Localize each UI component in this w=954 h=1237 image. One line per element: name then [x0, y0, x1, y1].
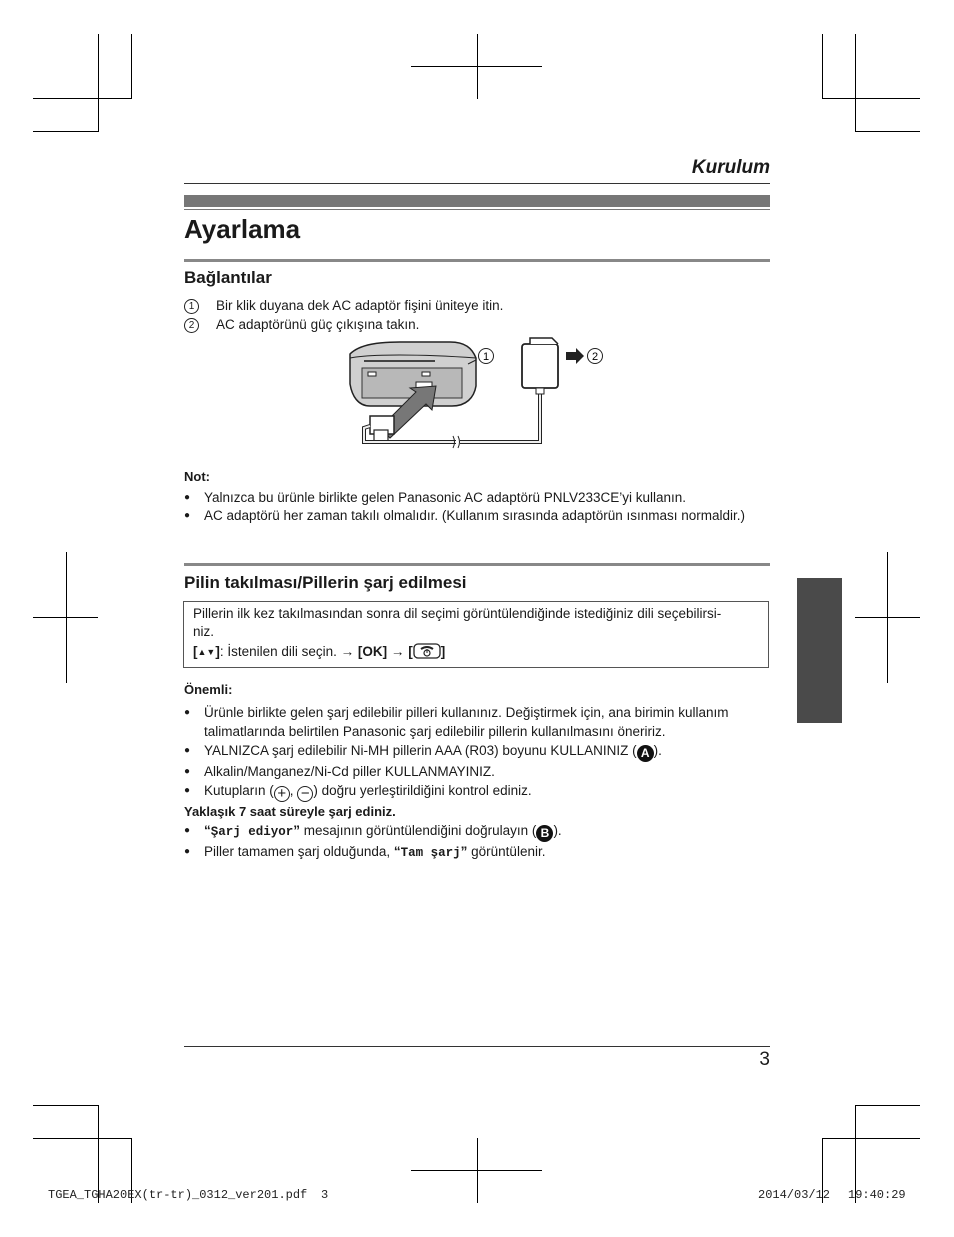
crop-mark: [33, 1105, 98, 1106]
note-label: Not:: [184, 469, 210, 484]
footer-rule: [184, 1046, 770, 1047]
crop-mark: [855, 131, 920, 132]
note-item: ● AC adaptörü her zaman takılı olmalıdır. (Kullanım sırasında adaptörün ısınması normaldir.): [184, 507, 770, 525]
step-number: 2: [184, 318, 199, 333]
step-text: Bir klik duyana dek AC adaptör fişini üniteye itin.: [216, 298, 504, 313]
crop-mark: [98, 34, 99, 132]
section-side-tab: [797, 578, 842, 723]
letter-a-icon: A: [637, 745, 654, 762]
box-line2: [193, 643, 759, 661]
charge-item: ● Piller tamamen şarj olduğunda, “Tam şarj” görüntülenir.: [184, 842, 770, 863]
plus-icon: +: [274, 786, 290, 802]
nav-key-icon: [▲▼]: [193, 644, 220, 659]
crop-mark: [855, 1105, 920, 1106]
footer-page: 3: [321, 1188, 329, 1202]
step-1: [184, 296, 770, 315]
figure-label-2: 2: [591, 351, 599, 363]
minus-icon: −: [297, 786, 313, 802]
crop-mark: [855, 34, 856, 132]
important-item: ● YALNIZCA şarj edilebilir Ni-MH pillerin AAA (R03) boyunu KULLANINIZ ( A ).: [184, 741, 770, 762]
note-item: ● Yalnızca bu ürünle birlikte gelen Panasonic AC adaptörü PNLV233CE’yi kullanın.: [184, 489, 770, 507]
crop-mark: [411, 66, 542, 67]
footer-time: 19:40:29: [848, 1188, 906, 1202]
crop-mark: [33, 131, 98, 132]
title-underline: [184, 259, 770, 262]
crop-mark: [131, 34, 132, 99]
step-text: AC adaptörünü güç çıkışına takın.: [216, 317, 420, 332]
note-section: [184, 467, 770, 525]
crop-mark: [822, 1138, 920, 1139]
important-section: [184, 680, 770, 863]
ok-key: [OK]: [357, 644, 388, 659]
important-label: Önemli:: [184, 682, 233, 697]
important-item: ● Kutupların ( + , − ) doğru yerleştirildiğini kontrol ediniz.: [184, 781, 770, 802]
charge-label: Yaklaşık 7 saat süreyle şarj ediniz.: [184, 804, 396, 819]
crop-mark: [33, 98, 131, 99]
battery-heading: Pilin takılması/Pillerin şarj edilmesi: [184, 573, 467, 592]
full-message: Tam şarj: [400, 846, 461, 860]
charge-item: ● “Şarj ediyor” mesajının görüntülendiğini doğrulayın ( B ).: [184, 821, 770, 842]
important-item: ● Ürünle birlikte gelen şarj edilebilir pilleri kullanınız. Değiştirmek için, ana birimin kullanım talimatlarında belirtilen Panasonic şarj edilebilir pillerin kullanılmasını öneririz.: [184, 703, 770, 741]
crop-mark: [33, 617, 98, 618]
crop-mark: [411, 1170, 542, 1171]
letter-b-icon: B: [536, 825, 553, 842]
charging-message: Şarj ediyor: [210, 825, 294, 839]
footer-date: 2014/03/12: [758, 1188, 831, 1202]
crop-mark: [855, 617, 920, 618]
off-key-icon: [ ]: [408, 644, 446, 659]
section-header: Kurulum: [691, 157, 770, 178]
header-rule: [184, 183, 770, 184]
crop-mark: [822, 34, 823, 99]
title-bar-line: [184, 209, 770, 210]
footer-file: TGEA_TGHA20EX(tr-tr)_0312_ver201.pdf: [48, 1188, 308, 1202]
crop-mark: [33, 1138, 131, 1139]
page-number: 3: [759, 1049, 770, 1070]
figure-label-1: 1: [482, 351, 490, 363]
box-line1b: niz.: [193, 624, 215, 639]
language-instruction-box: [183, 601, 769, 668]
box-line1: Pillerin ilk kez takılmasından sonra dil seçimi görüntülendiğinde istediğiniz dili seçebilirsi-: [193, 606, 722, 621]
page-title: Ayarlama: [184, 214, 301, 244]
connections-steps: [184, 296, 770, 334]
arrow-icon: →: [390, 644, 405, 659]
step-2: [184, 315, 770, 334]
crop-mark: [822, 98, 920, 99]
box-line2-text: : İstenilen dili seçin. →: [219, 644, 355, 659]
title-bar: [184, 195, 770, 207]
connections-heading: Bağlantılar: [184, 268, 272, 287]
section-rule: [184, 563, 770, 566]
important-item: ● Alkalin/Manganez/Ni-Cd piller KULLANMAYINIZ.: [184, 762, 770, 781]
step-number: 1: [184, 299, 199, 314]
connection-figure: [340, 336, 620, 458]
